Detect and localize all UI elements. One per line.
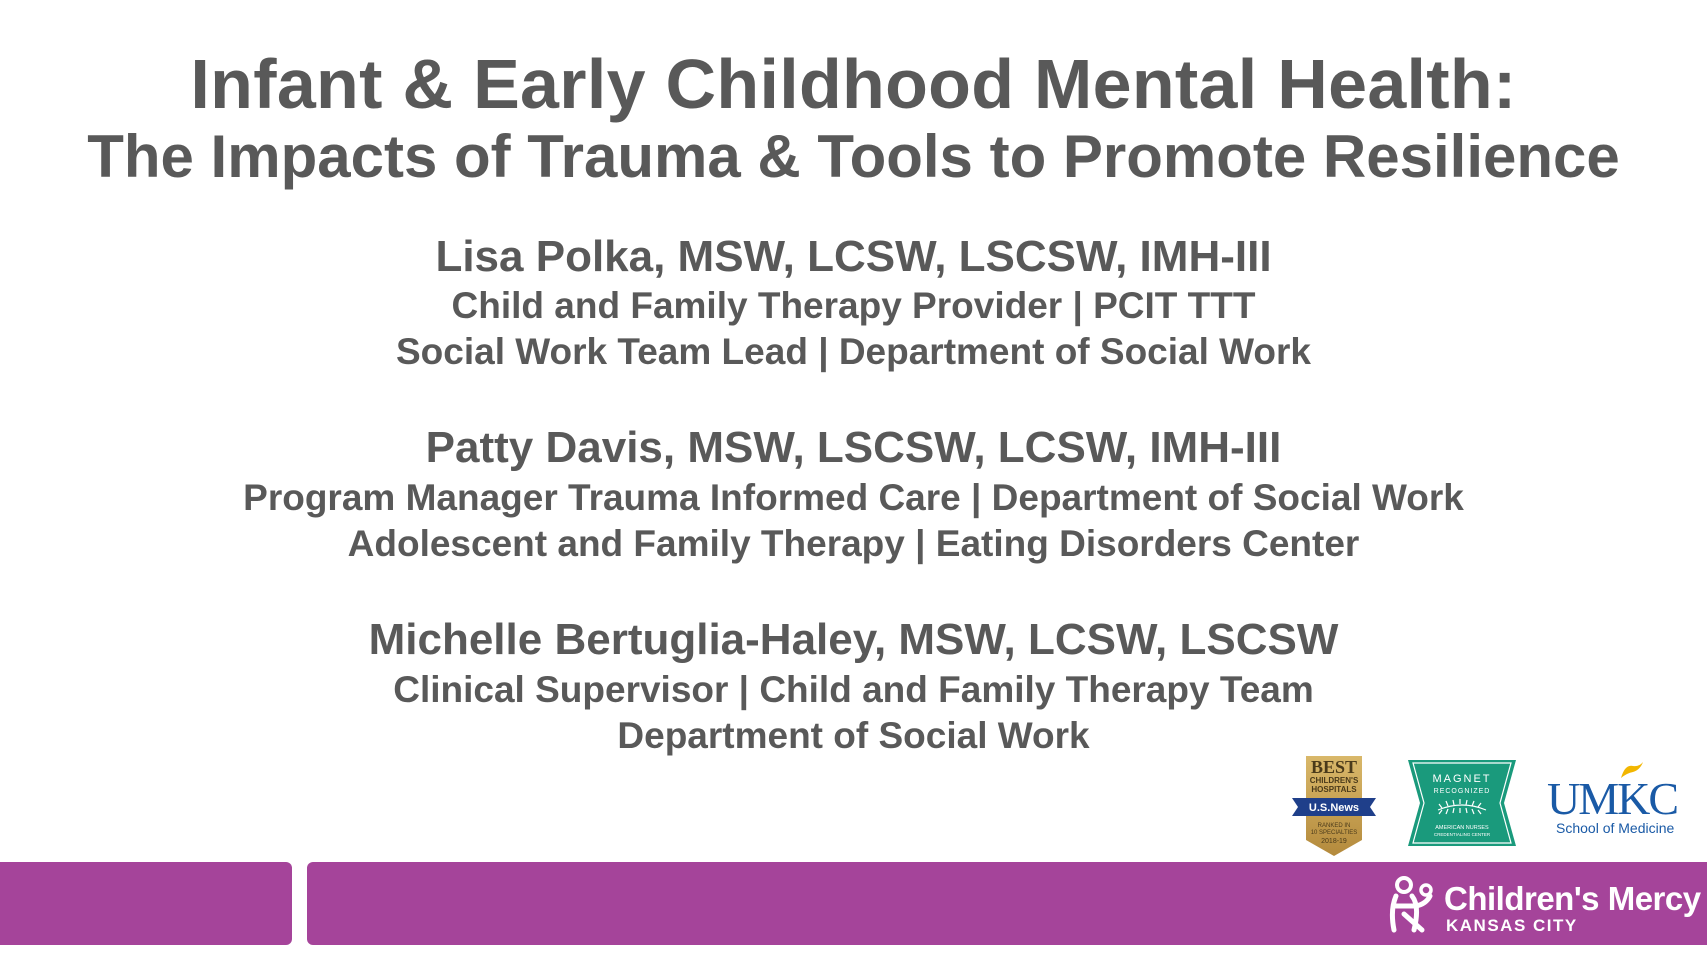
best-childrens-hospitals-badge [1290,756,1378,856]
umkc-name: UMKC [1547,773,1678,824]
presenter-3-role-1: Clinical Supervisor | Child and Family Therapy Team [393,669,1314,710]
presenter-2-name: Patty Davis, MSW, LSCSW, LCSW, IMH-III [425,423,1282,472]
presenter-1-name: Lisa Polka, MSW, LCSW, LSCSW, IMH-III [435,232,1272,281]
presenter-3-role-2: Department of Social Work [617,715,1090,756]
best-line-1: BEST [1310,757,1358,777]
childrens-mercy-city: KANSAS CITY [1446,916,1578,935]
presenter-1-role-2: Social Work Team Lead | Department of Social Work [395,331,1312,372]
magnet-subtitle: RECOGNIZED [1433,788,1491,795]
presenter-3-name: Michelle Bertuglia-Haley, MSW, LCSW, LSCSW [368,615,1339,664]
magnet-org-1: AMERICAN NURSES [1435,825,1489,831]
presenter-2-role-1: Program Manager Trauma Informed Care | Department of Social Work [243,477,1464,518]
presenter-1-role-1: Child and Family Therapy Provider | PCIT TTT [451,285,1256,326]
umkc-logo [1545,760,1685,840]
best-rank-2: 10 SPECIALTIES [1310,830,1358,836]
childrens-mercy-figure-icon [1386,876,1440,934]
title-line-2: The Impacts of Trauma & Tools to Promote Resilience [87,123,1620,190]
best-line-2: CHILDREN'S [1309,776,1359,785]
best-line-3: HOSPITALS [1311,785,1357,794]
best-year: 2018-19 [1321,838,1347,845]
footer-bar-left [0,862,292,945]
magnet-title: MAGNET [1432,773,1492,785]
magnet-org-2: CREDENTIALING CENTER [1433,832,1491,837]
title-line-1: Infant & Early Childhood Mental Health: [190,45,1517,123]
presenter-2-role-2: Adolescent and Family Therapy | Eating Disorders Center [347,523,1360,564]
childrens-mercy-logo [1386,872,1701,938]
umkc-school: School of Medicine [1556,820,1675,836]
best-rank-1: RANKED IN [1317,823,1351,829]
usnews-ribbon-text: U.S.News [1308,802,1360,814]
magnet-recognized-badge [1408,760,1516,846]
childrens-mercy-name: Children's Mercy [1444,880,1701,917]
